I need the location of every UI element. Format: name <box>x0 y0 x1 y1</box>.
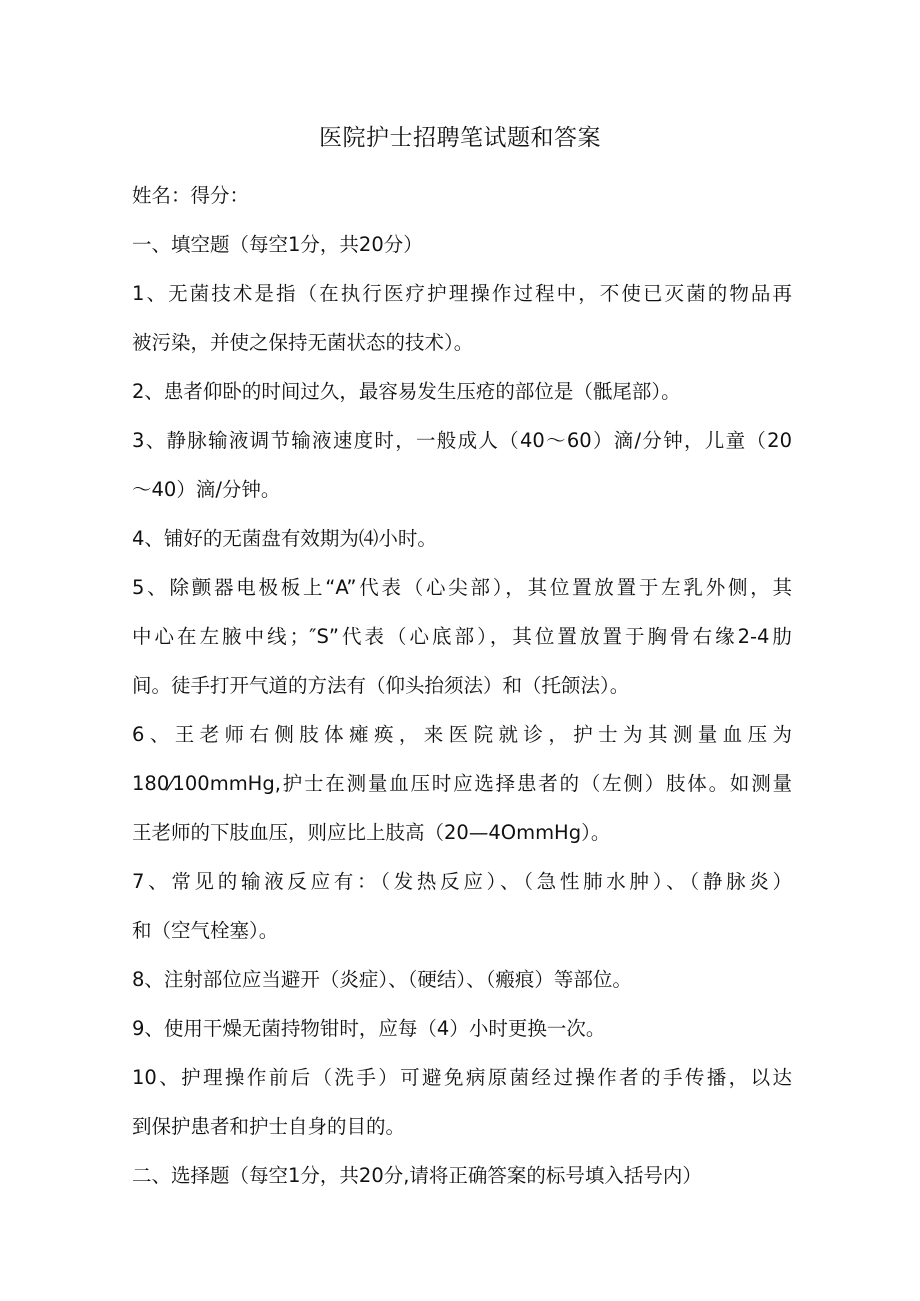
question-7 <box>132 857 792 955</box>
question-6-line-3: 王老师的下肢血压，则应比上肢高（20—4OmmHg）。 <box>132 821 611 844</box>
question-3-line-2: ～40）滴/分钟。 <box>132 478 281 501</box>
question-6-line-2: 180⁄100mmHg,护士在测量血压时应选择患者的（左侧）肢体。如测量 <box>132 772 792 795</box>
section2-heading <box>132 1151 792 1200</box>
question-1 <box>132 269 792 367</box>
name-score-line <box>132 171 792 220</box>
question-6-line-1: 6、王老师右侧肢体瘫痪，来医院就诊，护士为其测量血压为 <box>132 723 792 746</box>
question-1-line-1: 1、无菌技术是指（在执行医疗护理操作过程中，不使已灭菌的物品再 <box>132 282 792 305</box>
question-8-line-1: 8、注射部位应当避开（炎症）、（硬结）、（瘢痕）等部位。 <box>132 968 632 991</box>
question-4-line-1: 4、铺好的无菌盘有效期为⑷小时。 <box>132 527 437 550</box>
question-3 <box>132 416 792 514</box>
question-1-line-2: 被污染，并使之保持无菌状态的技术）。 <box>132 331 474 354</box>
question-5-line-1: 5、除颤器电极板上“A”代表（心尖部），其位置放置于左乳外侧，其 <box>132 576 792 599</box>
question-3-line-1: 3、静脉输液调节输液速度时，一般成人（40～60）滴/分钟，儿童（20 <box>132 429 792 452</box>
question-9 <box>132 1004 792 1053</box>
section1-heading <box>132 220 792 269</box>
section2-heading-text: 二、选择题（每空1分，共20分,请将正确答案的标号填入括号内） <box>132 1164 702 1187</box>
question-5-line-2: 中心在左腋中线；″S”代表（心底部），其位置放置于胸骨右缘2-4肋 <box>132 625 792 648</box>
question-5-line-3: 间。徒手打开气道的方法有（仰头抬须法）和（托颌法）。 <box>132 674 630 697</box>
question-7-line-1: 7、常见的输液反应有：（发热反应）、（急性肺水肿）、（静脉炎） <box>132 870 792 893</box>
question-6 <box>132 710 792 857</box>
question-5 <box>132 563 792 710</box>
document-title: 医院护士招聘笔试题和答案 <box>319 125 601 151</box>
question-8 <box>132 955 792 1004</box>
question-10 <box>132 1053 792 1151</box>
question-9-line-1: 9、使用干燥无菌持物钳时，应每（4）小时更换一次。 <box>132 1017 606 1040</box>
question-10-line-1: 10、护理操作前后（洗手）可避免病原菌经过操作者的手传播，以达 <box>132 1066 792 1089</box>
name-score-text: 姓名：得分： <box>132 184 250 207</box>
section1-heading-text: 一、填空题（每空1分，共20分） <box>132 233 423 256</box>
document-body <box>132 171 792 1200</box>
question-10-line-2: 到保护患者和护士自身的目的。 <box>132 1115 406 1138</box>
question-2 <box>132 367 792 416</box>
question-7-line-2: 和（空气栓塞）。 <box>132 919 279 942</box>
question-2-line-1: 2、患者仰卧的时间过久，最容易发生压疮的部位是（骶尾部）。 <box>132 380 681 403</box>
question-4 <box>132 514 792 563</box>
